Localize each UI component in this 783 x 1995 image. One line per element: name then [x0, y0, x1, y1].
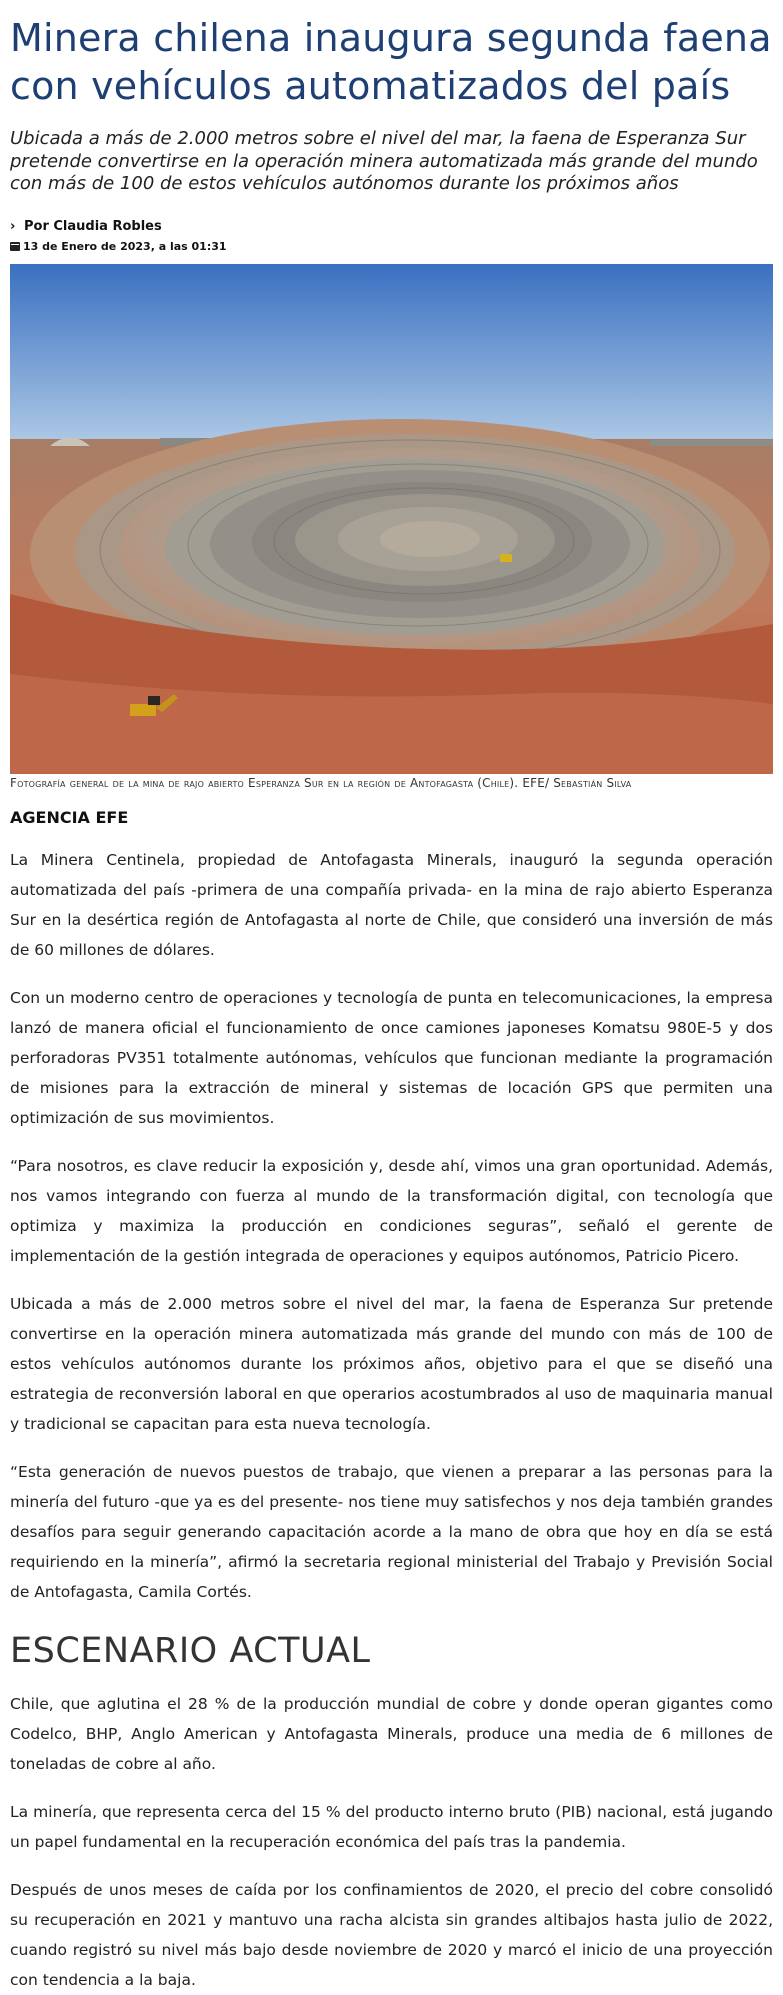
paragraph: Ubicada a más de 2.000 metros sobre el nivel del mar, la faena de Esperanza Sur pretende convertirse en la operación minera automatizada más grande del mundo con más de 100 de estos vehículos autónomos durante los próximos años, objetivo para el que se diseñó una estrategia de reconversión laboral en que operarios acostumbrados al uso de maquinaria manual y tradicional se capacitan para esta nueva tecnología. [10, 1294, 773, 1433]
chevron-right-icon: › [10, 218, 16, 234]
article-subtitle: Ubicada a más de 2.000 metros sobre el nivel del mar, la faena de Esperanza Sur pretende convertirse en la operación minera automatizada más grande del mundo con más de 100 de estos vehículos autónomos durante los próximos años [10, 128, 758, 194]
paragraph: “Para nosotros, es clave reducir la exposición y, desde ahí, vimos una gran oportunidad. Además, nos vamos integrando con fuerza al mundo de la transformación digital, con tecnología que optimiza y maximiza la producción en condiciones seguras”, señaló el gerente de implementación de la gestión integrada de operaciones y equipos autónomos, Patricio Picero. [10, 1156, 773, 1265]
article-body [10, 845, 773, 1607]
paragraph: “Esta generación de nuevos puestos de trabajo, que vienen a preparar a las personas para la minería del futuro -que ya es del presente- nos tiene muy satisfechos y nos deja también grandes desafíos para seguir generando capacitación acorde a la mano de obra que hoy en día se está requiriendo en la minería”, afirmó la secretaria regional ministerial del Trabajo y Previsión Social de Antofagasta, Camila Cortés. [10, 1462, 773, 1601]
agency-label: AGENCIA EFE [10, 807, 129, 827]
publish-date [10, 240, 773, 254]
section-heading: ESCENARIO ACTUAL [10, 1630, 371, 1671]
paragraph: La Minera Centinela, propiedad de Antofagasta Minerals, inauguró la segunda operación automatizada del país -primera de una compañía privada- en la mina de rajo abierto Esperanza Sur en la desértica región de Antofagasta al norte de Chile, que consideró una inversión de más de 60 millones de dólares. [10, 850, 773, 959]
image-caption: Fotografía general de la mina de rajo abierto Esperanza Sur en la región de Antofagasta (Chile). EFE/ Sebastián Silva [10, 775, 632, 790]
author-byline[interactable] [10, 218, 773, 236]
paragraph: Chile, que aglutina el 28 % de la producción mundial de cobre y donde operan gigantes como Codelco, BHP, Anglo American y Antofagasta Minerals, produce una media de 6 millones de toneladas de cobre al año. [10, 1694, 773, 1773]
publish-date-text: 13 de Enero de 2023, a las 01:31 [23, 239, 227, 253]
article-title: Minera chilena inaugura segunda faena con vehículos automatizados del país [10, 16, 772, 108]
author-name: Por Claudia Robles [24, 218, 162, 234]
paragraph: Después de unos meses de caída por los confinamientos de 2020, el precio del cobre consolidó su recuperación en 2021 y mantuvo una racha alcista sin grandes altibajos hasta julio de 2022, cuando registró su nivel más bajo desde noviembre de 2020 y marcó el inicio de una proyección con tendencia a la baja. [10, 1880, 773, 1989]
paragraph: La minería, que representa cerca del 15 % del producto interno bruto (PIB) nacional, está jugando un papel fundamental en la recuperación económica del país tras la pandemia. [10, 1802, 773, 1851]
calendar-icon [10, 242, 20, 251]
section-body [10, 1689, 773, 1995]
paragraph: Con un moderno centro de operaciones y tecnología de punta en telecomunicaciones, la empresa lanzó de manera oficial el funcionamiento de once camiones japoneses Komatsu 980E-5 y dos perforadoras PV351 totalmente autónomas, vehículos que funcionan mediante la programación de misiones para la extracción de mineral y sistemas de locación GPS que permiten una optimización de sus movimientos. [10, 988, 773, 1127]
mine-photo [10, 264, 773, 774]
